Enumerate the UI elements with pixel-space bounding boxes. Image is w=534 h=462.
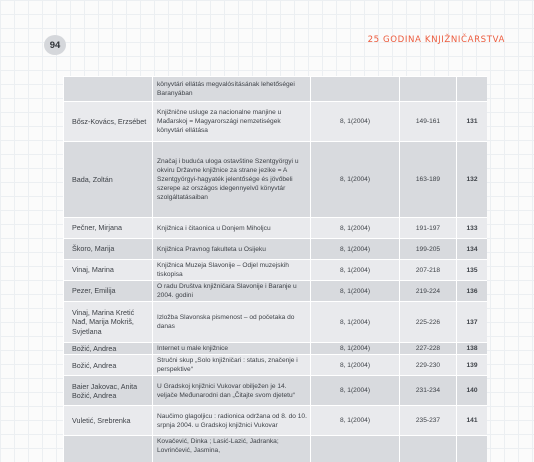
table-row xyxy=(64,142,488,218)
entry-number-cell: 139 xyxy=(457,355,488,376)
issue-cell: 8, 1(2004) xyxy=(311,260,400,281)
title-cell: O radu Društva knjižničara Slavonije i Baranje u 2004. godini xyxy=(153,281,311,302)
entry-number-cell: 137 xyxy=(457,302,488,343)
pages-cell: 191-197 xyxy=(400,218,457,239)
entry-number-cell: 136 xyxy=(457,281,488,302)
title-cell: Knjižnica i čitaonica u Donjem Miholjcu xyxy=(153,218,311,239)
title-cell: könyvtári ellátás megvalósításának lehetőségei Baranyában xyxy=(153,77,311,102)
entry-number-cell: 141 xyxy=(457,406,488,436)
author-cell: Vuletić, Srebrenka xyxy=(64,406,153,436)
title-cell: Knjižnica Pravnog fakulteta u Osijeku xyxy=(153,239,311,260)
issue-cell xyxy=(311,77,400,102)
title-cell: Internet u male knjižnice xyxy=(153,343,311,355)
table-row xyxy=(64,239,488,260)
issue-cell: 8, 1(2004) xyxy=(311,302,400,343)
pages-cell: 229-230 xyxy=(400,355,457,376)
issue-cell: 8, 1(2004) xyxy=(311,102,400,142)
entry-number-cell xyxy=(457,436,488,462)
author-cell: Pečner, Mirjana xyxy=(64,218,153,239)
title-cell: Izložba Slavonska pismenost – od početaka do danas xyxy=(153,302,311,343)
title-cell: Stručni skup „Solo knjižničari : status, značenje i perspektive“ xyxy=(153,355,311,376)
issue-cell: 8, 1(2004) xyxy=(311,218,400,239)
entry-number-cell: 140 xyxy=(457,376,488,406)
table-row xyxy=(64,436,488,462)
table-row xyxy=(64,281,488,302)
table-row xyxy=(64,260,488,281)
page-number-badge xyxy=(44,35,66,55)
pages-cell: 231-234 xyxy=(400,376,457,406)
pages-cell xyxy=(400,77,457,102)
entry-number-cell: 132 xyxy=(457,142,488,218)
issue-cell: 8, 1(2004) xyxy=(311,343,400,355)
pages-cell: 207-218 xyxy=(400,260,457,281)
bibliography-table xyxy=(63,76,487,462)
author-cell: Vinaj, Marina Kretić Nađ, Marija Mokriš, Svjetlana xyxy=(64,302,153,343)
table-row xyxy=(64,302,488,343)
entry-number-cell: 134 xyxy=(457,239,488,260)
bibliography-table-container xyxy=(63,76,487,462)
author-cell xyxy=(64,77,153,102)
entry-number-cell: 138 xyxy=(457,343,488,355)
pages-cell: 235-237 xyxy=(400,406,457,436)
pages-cell: 163-189 xyxy=(400,142,457,218)
issue-cell: 8, 1(2004) xyxy=(311,239,400,260)
title-cell: Kovačević, Dinka ; Lasić-Lazić, Jadranka; Lovrinčević, Jasmina, xyxy=(153,436,311,462)
entry-number-cell: 131 xyxy=(457,102,488,142)
entry-number-cell: 135 xyxy=(457,260,488,281)
pages-cell xyxy=(400,436,457,462)
table-row xyxy=(64,355,488,376)
title-cell: Knjižnične usluge za nacionalne manjine u Mađarskoj = Magyarországi nemzetiségek könyvtári ellátása xyxy=(153,102,311,142)
title-cell: Značaj i buduća uloga ostavštine Szentgyörgyi u okviru Državne knjižnice za strane jezike = A Szentgyörgyi-hagyaték jelentősége és jövőbeli szerepe az országos idegennyelvű könyvtár szolgáltatásaiban xyxy=(153,142,311,218)
table-row xyxy=(64,218,488,239)
issue-cell xyxy=(311,436,400,462)
author-cell: Bada, Zoltán xyxy=(64,142,153,218)
pages-cell: 225-226 xyxy=(400,302,457,343)
pages-cell: 227-228 xyxy=(400,343,457,355)
table-row xyxy=(64,376,488,406)
pages-cell: 149-161 xyxy=(400,102,457,142)
table-row xyxy=(64,102,488,142)
author-cell: Božić, Andrea xyxy=(64,355,153,376)
page-number: 94 xyxy=(49,39,61,51)
author-cell: Bősz-Kovács, Erzsébet xyxy=(64,102,153,142)
issue-cell: 8, 1(2004) xyxy=(311,406,400,436)
pages-cell: 219-224 xyxy=(400,281,457,302)
issue-cell: 8, 1(2004) xyxy=(311,281,400,302)
author-cell: Vinaj, Marina xyxy=(64,260,153,281)
table-row xyxy=(64,77,488,102)
title-cell: U Gradskoj knjižnici Vukovar obilježen je 14. veljače Međunarodni dan „Čitajte svom djetetu“ xyxy=(153,376,311,406)
issue-cell: 8, 1(2004) xyxy=(311,142,400,218)
author-cell: Pezer, Emilija xyxy=(64,281,153,302)
issue-cell: 8, 1(2004) xyxy=(311,376,400,406)
table-row xyxy=(64,406,488,436)
issue-cell: 8, 1(2004) xyxy=(311,355,400,376)
pages-cell: 199-205 xyxy=(400,239,457,260)
title-cell: Naučimo glagoljicu : radionica održana od 8. do 10. srpnja 2004. u Gradskoj knjižnici Vukovar xyxy=(153,406,311,436)
table-row xyxy=(64,343,488,355)
author-cell: Baier Jakovac, Anita Božić, Andrea xyxy=(64,376,153,406)
title-cell: Knjižnica Muzeja Slavonije – Odjel muzejskih tiskopisa xyxy=(153,260,311,281)
author-cell xyxy=(64,436,153,462)
author-cell: Škoro, Marija xyxy=(64,239,153,260)
entry-number-cell xyxy=(457,77,488,102)
author-cell: Božić, Andrea xyxy=(64,343,153,355)
running-header: 25 GODINA KNJIŽNIČARSTVA xyxy=(367,35,505,45)
entry-number-cell: 133 xyxy=(457,218,488,239)
